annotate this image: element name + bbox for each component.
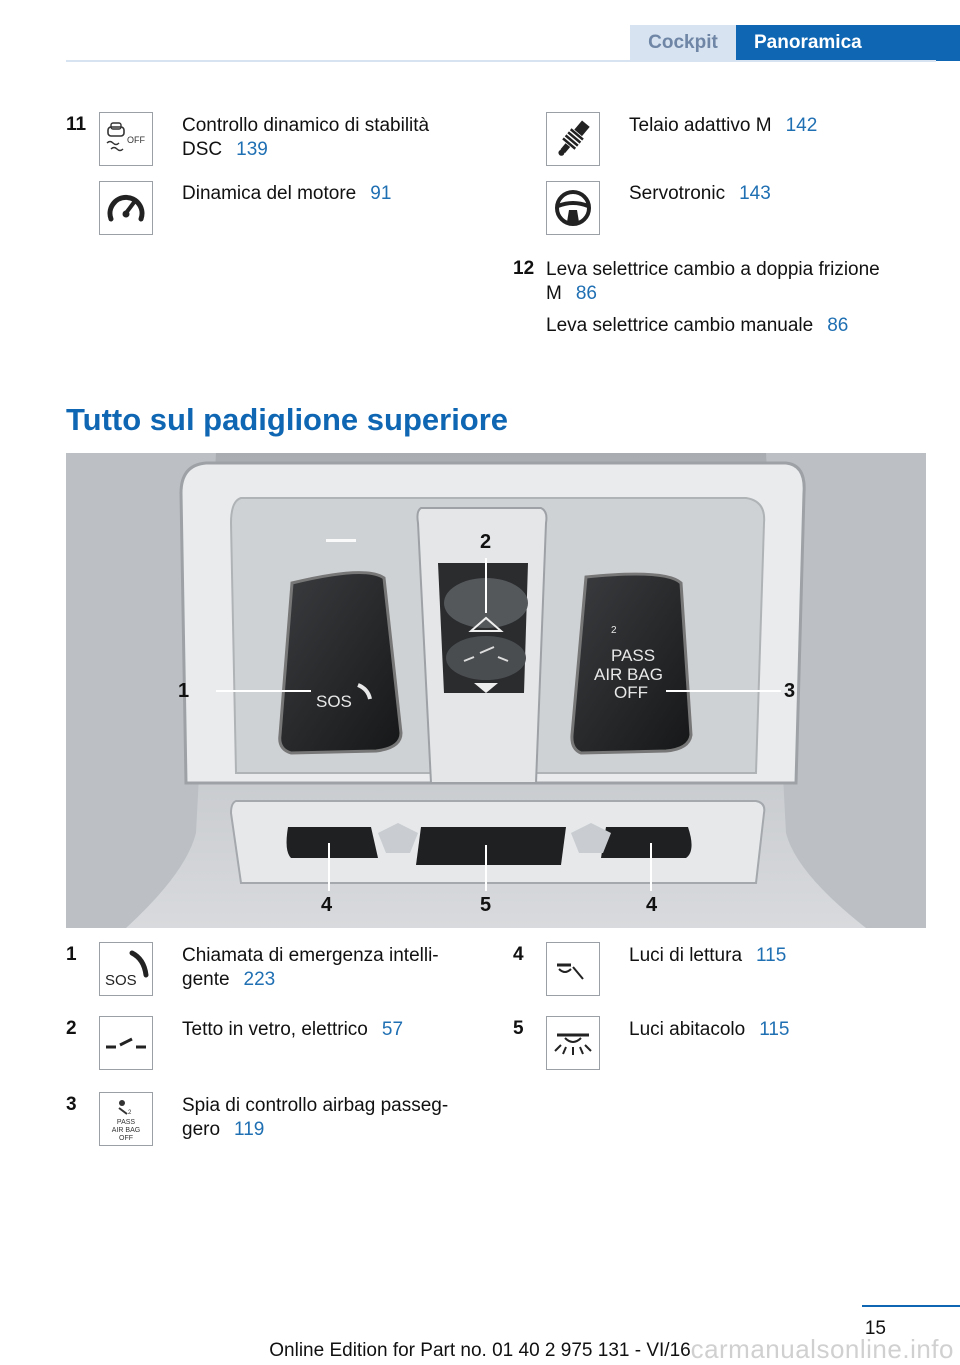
callout-4-left: 4 <box>321 894 333 916</box>
legend-number-5: 5 <box>513 1018 524 1039</box>
dsc-off-icon <box>99 112 153 166</box>
footer-rule <box>862 1305 960 1307</box>
legend-1-page-link[interactable]: 223 <box>243 969 276 990</box>
legend-item-3: Spia di controllo airbag passeg- gero 119 <box>182 1095 449 1140</box>
engine-dynamics-description: Dinamica del motore 91 <box>182 183 392 204</box>
overhead-console-photo <box>66 453 926 928</box>
svg-text:OFF: OFF <box>127 135 145 145</box>
legend-item-5: Luci abitacolo 115 <box>629 1019 790 1040</box>
manual-gear-description: Leva selettrice cambio manuale 86 <box>546 315 849 336</box>
callout-4-right: 4 <box>646 894 658 916</box>
svg-text:SOS: SOS <box>105 972 137 989</box>
legend-item-4: Luci di lettura 115 <box>629 945 787 966</box>
legend-number-4: 4 <box>513 944 524 965</box>
dct-text: Leva selettrice cambio a doppia frizione <box>546 259 880 280</box>
legend-number-2: 2 <box>66 1018 77 1039</box>
svg-text:2: 2 <box>611 625 617 636</box>
servotronic-description: Servotronic 143 <box>629 183 771 204</box>
edition-footer: Online Edition for Part no. 01 40 2 975 131 - VI/16 <box>269 1340 691 1361</box>
tab-panoramica[interactable]: Panoramica <box>736 25 960 61</box>
dct-description <box>546 258 880 306</box>
dsc-page-link[interactable]: 139 <box>236 139 268 160</box>
svg-text:OFF: OFF <box>614 683 648 702</box>
legend-number-1: 1 <box>66 944 77 965</box>
svg-text:2: 2 <box>128 1110 132 1116</box>
section-title: Tutto sul padiglione superiore <box>66 402 509 437</box>
header-rule <box>66 60 936 62</box>
chassis-description: Telaio adattivo M 142 <box>629 115 818 136</box>
page-number: 15 <box>864 1318 886 1339</box>
item-number-12: 12 <box>513 258 535 279</box>
manual-page-link[interactable]: 86 <box>827 315 849 336</box>
callout-5: 5 <box>480 894 492 916</box>
callout-3: 3 <box>784 680 796 702</box>
legend-2-page-link[interactable]: 57 <box>381 1019 404 1040</box>
servotronic-page-link[interactable]: 143 <box>739 183 771 204</box>
svg-text:AIR BAG: AIR BAG <box>111 1127 141 1134</box>
interior-light-icon <box>546 1016 600 1070</box>
legend-item-1: Chiamata di emergenza intelli- gente 223 <box>182 945 439 990</box>
svg-text:AIR BAG: AIR BAG <box>594 665 663 684</box>
chassis-page-link[interactable]: 142 <box>785 115 818 136</box>
callout-2: 2 <box>480 531 492 553</box>
legend-item-2: Tetto in vetro, elettrico 57 <box>182 1019 404 1040</box>
legend-3-page-link[interactable]: 119 <box>234 1119 265 1140</box>
engine-dynamics-icon <box>99 181 153 235</box>
dct-text-line2: M 86 <box>546 283 597 304</box>
dsc-text: Controllo dinamico di stabilità <box>182 115 430 136</box>
reading-light-icon <box>546 942 600 996</box>
steering-wheel-icon <box>546 181 600 235</box>
tab-cockpit[interactable]: Cockpit <box>630 25 736 61</box>
svg-text:PASS: PASS <box>116 1119 136 1126</box>
svg-text:OFF: OFF <box>119 1135 133 1142</box>
legend-number-3: 3 <box>66 1094 77 1115</box>
legend-5-page-link[interactable]: 115 <box>759 1019 790 1040</box>
item-number-11: 11 <box>66 114 87 135</box>
sos-icon <box>99 942 153 996</box>
callout-1: 1 <box>178 680 190 702</box>
shock-absorber-icon <box>546 112 600 166</box>
airbag-off-icon <box>99 1092 153 1146</box>
svg-text:PASS: PASS <box>611 646 656 665</box>
dsc-text-line2: DSC 139 <box>182 139 268 160</box>
sunroof-icon <box>99 1016 153 1070</box>
svg-text:SOS: SOS <box>316 692 352 711</box>
engine-page-link[interactable]: 91 <box>370 183 392 204</box>
watermark: carmanualsonline.info <box>690 1334 954 1364</box>
dsc-description <box>182 114 429 162</box>
legend-4-page-link[interactable]: 115 <box>756 945 787 966</box>
dct-page-link[interactable]: 86 <box>575 283 597 304</box>
